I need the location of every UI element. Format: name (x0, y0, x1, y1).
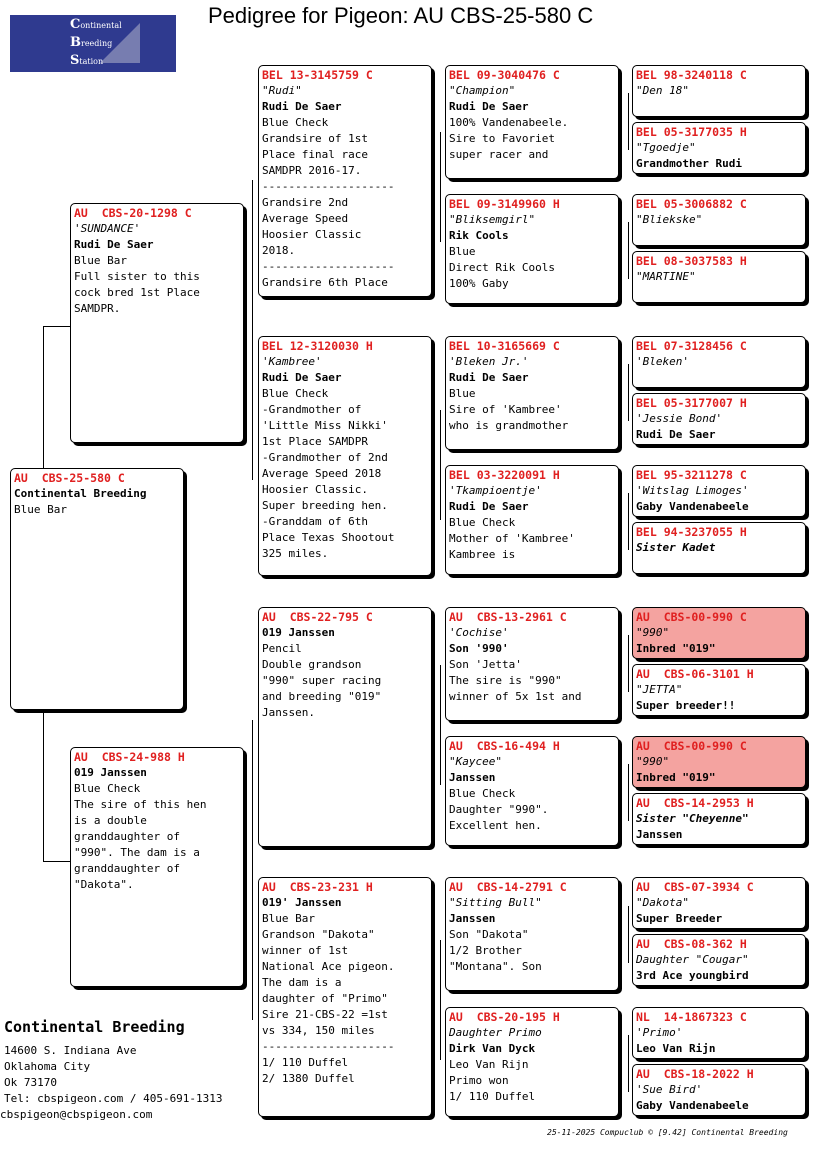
note-line: Blue Check (262, 387, 329, 400)
breeder: Rudi De Saer (262, 100, 342, 113)
pigeon-card-g11[interactable] (632, 736, 806, 788)
note-line: is a double (74, 814, 147, 827)
pigeon-name: "MARTINE" (636, 270, 696, 283)
note-line: Sire of 'Kambree' (449, 403, 562, 416)
note-line: Blue (449, 387, 476, 400)
pigeon-card-dam[interactable] (70, 747, 244, 987)
ring-number: AU CBS-14-2791 C (449, 880, 567, 894)
pigeon-card-dds[interactable] (445, 877, 619, 991)
note-line: Blue Check (74, 782, 141, 795)
pigeon-name: 'Jessie Bond' (636, 412, 723, 425)
note-line: Blue Bar (74, 254, 127, 267)
note-line: cock bred 1st Place (74, 286, 200, 299)
note-line: Average Speed 2018 (262, 467, 382, 480)
pigeon-name: Sister Kadet (636, 541, 716, 554)
note-line: Super breeding hen. (262, 499, 388, 512)
connector (440, 132, 441, 242)
pigeon-card-ssd[interactable] (445, 194, 619, 304)
pigeon-card-dsd[interactable] (445, 736, 619, 846)
connector (628, 1035, 629, 1092)
connector (252, 180, 253, 480)
pigeon-name: "Dakota" (636, 896, 689, 909)
connector (43, 861, 70, 862)
breeder: 019 Janssen (74, 766, 147, 779)
note-line: "990" super racing (262, 674, 382, 687)
note-line: 1/2 Brother (449, 944, 522, 957)
pigeon-name: 'Kambree' (262, 355, 322, 368)
pigeon-name: Daughter Primo (449, 1026, 542, 1039)
note-line: Grandsire of 1st (262, 132, 368, 145)
note-line: Primo won (449, 1074, 509, 1087)
ring-number: BEL 09-3040476 C (449, 68, 560, 82)
note-line: Blue (449, 245, 476, 258)
note-line: Gaby Vandenabeele (636, 1099, 749, 1112)
note-line: Grandsire 6th Place (262, 276, 388, 289)
ring-number: BEL 12-3120030 H (262, 339, 373, 353)
logo-line-3: Station (70, 53, 104, 68)
connector (628, 222, 629, 279)
connector (440, 665, 441, 785)
ring-number: BEL 13-3145759 C (262, 68, 373, 82)
note-line: 2018. (262, 244, 296, 257)
pigeon-name: "Bliekske" (636, 213, 703, 226)
note-line: Son 'Jetta' (449, 658, 522, 671)
note-line: -------------------- (262, 180, 395, 193)
pigeon-name: 'Bleken' (636, 355, 689, 368)
pigeon-name: "JETTA" (636, 683, 683, 696)
pigeon-name: Sister "Cheyenne" (636, 812, 749, 825)
ring-number: AU CBS-20-1298 C (74, 206, 192, 220)
pigeon-name: "Tgoedje" (636, 141, 696, 154)
page-title: Pedigree for Pigeon: AU CBS-25-580 C (208, 3, 594, 28)
pigeon-name: "Champion" (449, 84, 516, 97)
pigeon-card-g3[interactable] (632, 194, 806, 246)
pigeon-card-g15[interactable] (632, 1007, 806, 1059)
pigeon-card-sds[interactable] (445, 336, 619, 450)
note-line: 'Little Miss Nikki' (262, 419, 388, 432)
note-line: SAMDPR 2016-17. (262, 164, 362, 177)
note-line: The dam is a (262, 976, 342, 989)
ring-number: AU CBS-22-795 C (262, 610, 373, 624)
pigeon-card-g8[interactable] (632, 522, 806, 574)
pigeon-name: Daughter "Cougar" (636, 953, 749, 966)
pigeon-card-g7[interactable] (632, 465, 806, 517)
breeder: Janssen (449, 912, 496, 925)
pigeon-card-sire-dam[interactable] (258, 336, 432, 576)
pigeon-card-g2[interactable] (632, 122, 806, 174)
note-line: Janssen. (262, 706, 315, 719)
note-line: 100% Vandenabeele. (449, 116, 569, 129)
breeder: Dirk Van Dyck (449, 1042, 536, 1055)
note-line: Sire to Favoriet (449, 132, 555, 145)
connector (252, 720, 253, 1020)
ring-number: AU CBS-14-2953 H (636, 796, 754, 810)
note-line: who is grandmother (449, 419, 569, 432)
note-line: Pencil (262, 642, 302, 655)
note-line: Hoosier Classic (262, 228, 362, 241)
ring-number: BEL 05-3177007 H (636, 396, 747, 410)
pigeon-name: "Kaycee" (449, 755, 502, 768)
note-line: Daughter "990". (449, 803, 549, 816)
ring-number: AU CBS-18-2022 H (636, 1067, 754, 1081)
breeder: Rudi De Saer (449, 100, 529, 113)
logo (10, 15, 176, 72)
pigeon-card-g1[interactable] (632, 65, 806, 117)
note-line: -------------------- (262, 1040, 395, 1053)
ring-number: BEL 94-3237055 H (636, 525, 747, 539)
note-line: Leo Van Rijn (449, 1058, 529, 1071)
ring-number: AU CBS-06-3101 H (636, 667, 754, 681)
ring-number: AU CBS-13-2961 C (449, 610, 567, 624)
pigeon-name: 'Cochise' (449, 626, 509, 639)
ring-number: BEL 07-3128456 C (636, 339, 747, 353)
note-line: The sire of this hen (74, 798, 207, 811)
note-line: Blue Check (262, 116, 329, 129)
note-line: "990". The dam is a (74, 846, 200, 859)
breeder: Rik Cools (449, 229, 509, 242)
ring-number: BEL 05-3006882 C (636, 197, 747, 211)
pigeon-name: "Sitting Bull" (449, 896, 542, 909)
note-line: National Ace pigeon. (262, 960, 395, 973)
connector (43, 326, 44, 471)
pigeon-card-sss[interactable] (445, 65, 619, 179)
note-line: Son "Dakota" (449, 928, 529, 941)
note-line: Blue Bar (14, 503, 67, 516)
note-line: Sire 21-CBS-22 =1st (262, 1008, 388, 1021)
address-line: Oklahoma City (4, 1060, 91, 1073)
note-line: Grandsire 2nd (262, 196, 349, 209)
note-line: Excellent hen. (449, 819, 542, 832)
pigeon-card-g6[interactable] (632, 393, 806, 445)
pigeon-card-g9[interactable] (632, 607, 806, 659)
note-line: and breeding "019" (262, 690, 382, 703)
pigeon-name: "Bliksemgirl" (449, 213, 536, 226)
note-line: Blue Check (449, 787, 516, 800)
note-line: Grandmother Rudi (636, 157, 742, 170)
ring-number: AU CBS-20-195 H (449, 1010, 560, 1024)
note-line: winner of 5x 1st and (449, 690, 582, 703)
note-line: -------------------- (262, 260, 395, 273)
pigeon-card-g14[interactable] (632, 934, 806, 986)
note-line: 100% Gaby (449, 277, 509, 290)
pigeon-name: "990" (636, 755, 670, 768)
note-line: daughter of "Primo" (262, 992, 388, 1005)
note-line: Double grandson (262, 658, 362, 671)
note-line: Blue Bar (262, 912, 315, 925)
pigeon-card-ddd[interactable] (445, 1007, 619, 1117)
note-line: 1st Place SAMDPR (262, 435, 368, 448)
print-stamp: 25-11-2025 Compuclub © [9.42] Continental Breeding (547, 1128, 788, 1137)
pigeon-card-dam-sire[interactable] (258, 607, 432, 847)
note-line: Direct Rik Cools (449, 261, 555, 274)
breeder: Rudi De Saer (449, 371, 529, 384)
note-line: super racer and (449, 148, 549, 161)
connector (628, 364, 629, 421)
note-line: Janssen (636, 828, 683, 841)
note-line: 1/ 110 Duffel (262, 1056, 349, 1069)
logo-line-2: Breeding (70, 35, 113, 50)
connector (628, 635, 629, 692)
note-line: 325 miles. (262, 547, 329, 560)
pigeon-card-g4[interactable] (632, 251, 806, 303)
logo-line-1: Continental (70, 17, 122, 32)
connector (440, 940, 441, 1060)
pigeon-card-dam-dam[interactable] (258, 877, 432, 1117)
pigeon-name: "Den 18" (636, 84, 689, 97)
note-line: Rudi De Saer (636, 428, 716, 441)
note-line: Mother of 'Kambree' (449, 532, 575, 545)
note-line: granddaughter of (74, 830, 180, 843)
pigeon-card-g10[interactable] (632, 664, 806, 716)
note-line: Super Breeder (636, 912, 723, 925)
note-line: Blue Check (449, 516, 516, 529)
breeder: Rudi De Saer (449, 500, 529, 513)
note-line: 1/ 110 Duffel (449, 1090, 536, 1103)
note-line: Hoosier Classic. (262, 483, 368, 496)
ring-number: BEL 10-3165669 C (449, 339, 560, 353)
breeder: Janssen (449, 771, 496, 784)
pigeon-name: 'Sue Bird' (636, 1083, 703, 1096)
pigeon-name: 'Witslag Limoges' (636, 484, 749, 497)
note-line: Full sister to this (74, 270, 200, 283)
breeder: Son '990' (449, 642, 509, 655)
ring-number: AU CBS-23-231 H (262, 880, 373, 894)
pigeon-name: "990" (636, 626, 670, 639)
note-line: Gaby Vandenabeele (636, 500, 749, 513)
connector (440, 410, 441, 520)
note-line: Place Texas Shootout (262, 531, 395, 544)
ring-number: AU CBS-00-990 C (636, 610, 747, 624)
note-line: 3rd Ace youngbird (636, 969, 749, 982)
pigeon-name: 'SUNDANCE' (74, 222, 141, 235)
breeder-name: Continental Breeding (4, 1018, 185, 1036)
ring-number: AU CBS-08-362 H (636, 937, 747, 951)
breeder: Continental Breeding (14, 487, 147, 500)
connector (628, 93, 629, 150)
address-line: 14600 S. Indiana Ave (4, 1044, 137, 1057)
breeder: 019' Janssen (262, 896, 342, 909)
connector (628, 493, 629, 550)
note-line: SAMDPR. (74, 302, 121, 315)
ring-number: BEL 09-3149960 H (449, 197, 560, 211)
note-line: The sire is "990" (449, 674, 562, 687)
note-line: Grandson "Dakota" (262, 928, 375, 941)
ring-number: AU CBS-25-580 C (14, 471, 125, 485)
ring-number: BEL 98-3240118 C (636, 68, 747, 82)
ring-number: BEL 08-3037583 H (636, 254, 747, 268)
pigeon-card-sire-sire[interactable] (258, 65, 432, 297)
connector (628, 764, 629, 821)
connector (43, 326, 70, 327)
pigeon-name: "Rudi" (262, 84, 302, 97)
note-line: Average Speed (262, 212, 349, 225)
pigeon-card-subject[interactable] (10, 468, 184, 710)
note-line: 2/ 1380 Duffel (262, 1072, 355, 1085)
connector (628, 906, 629, 963)
ring-number: AU CBS-00-990 C (636, 739, 747, 753)
pigeon-name: 'Bleken Jr.' (449, 355, 529, 368)
breeder: Rudi De Saer (74, 238, 154, 251)
pigeon-card-sire[interactable] (70, 203, 244, 443)
pigeon-name: 'Tkampioentje' (449, 484, 542, 497)
pigeon-card-g5[interactable] (632, 336, 806, 388)
note-line: Inbred "019" (636, 642, 716, 655)
ring-number: BEL 03-3220091 H (449, 468, 560, 482)
email-line: cbspigeon@cbspigeon.com (0, 1108, 153, 1121)
pigeon-card-g13[interactable] (632, 877, 806, 929)
note-line: winner of 1st (262, 944, 349, 957)
note-line: -Grandmother of 2nd (262, 451, 388, 464)
note-line: Place final race (262, 148, 368, 161)
note-line: granddaughter of (74, 862, 180, 875)
pigeon-card-g12[interactable] (632, 793, 806, 845)
pigeon-name: 'Primo' (636, 1026, 683, 1039)
note-line: vs 334, 150 miles (262, 1024, 375, 1037)
note-line: -Grandmother of (262, 403, 362, 416)
note-line: Inbred "019" (636, 771, 716, 784)
breeder: Rudi De Saer (262, 371, 342, 384)
address-line: Ok 73170 (4, 1076, 57, 1089)
ring-number: BEL 95-3211278 C (636, 468, 747, 482)
note-line: Super breeder!! (636, 699, 736, 712)
ring-number: AU CBS-24-988 H (74, 750, 185, 764)
pigeon-card-sdd[interactable] (445, 465, 619, 575)
ring-number: AU CBS-07-3934 C (636, 880, 754, 894)
ring-number: BEL 05-3177035 H (636, 125, 747, 139)
note-line: "Dakota". (74, 878, 134, 891)
breeder: 019 Janssen (262, 626, 335, 639)
ring-number: AU CBS-16-494 H (449, 739, 560, 753)
contact-line: Tel: cbspigeon.com / 405-691-1313 (4, 1092, 223, 1105)
note-line: Kambree is (449, 548, 516, 561)
note-line: Leo Van Rijn (636, 1042, 716, 1055)
pigeon-card-g16[interactable] (632, 1064, 806, 1116)
ring-number: NL 14-1867323 C (636, 1010, 747, 1024)
note-line: -Granddam of 6th (262, 515, 368, 528)
note-line: "Montana". Son (449, 960, 542, 973)
connector (43, 711, 44, 861)
pigeon-card-dss[interactable] (445, 607, 619, 721)
